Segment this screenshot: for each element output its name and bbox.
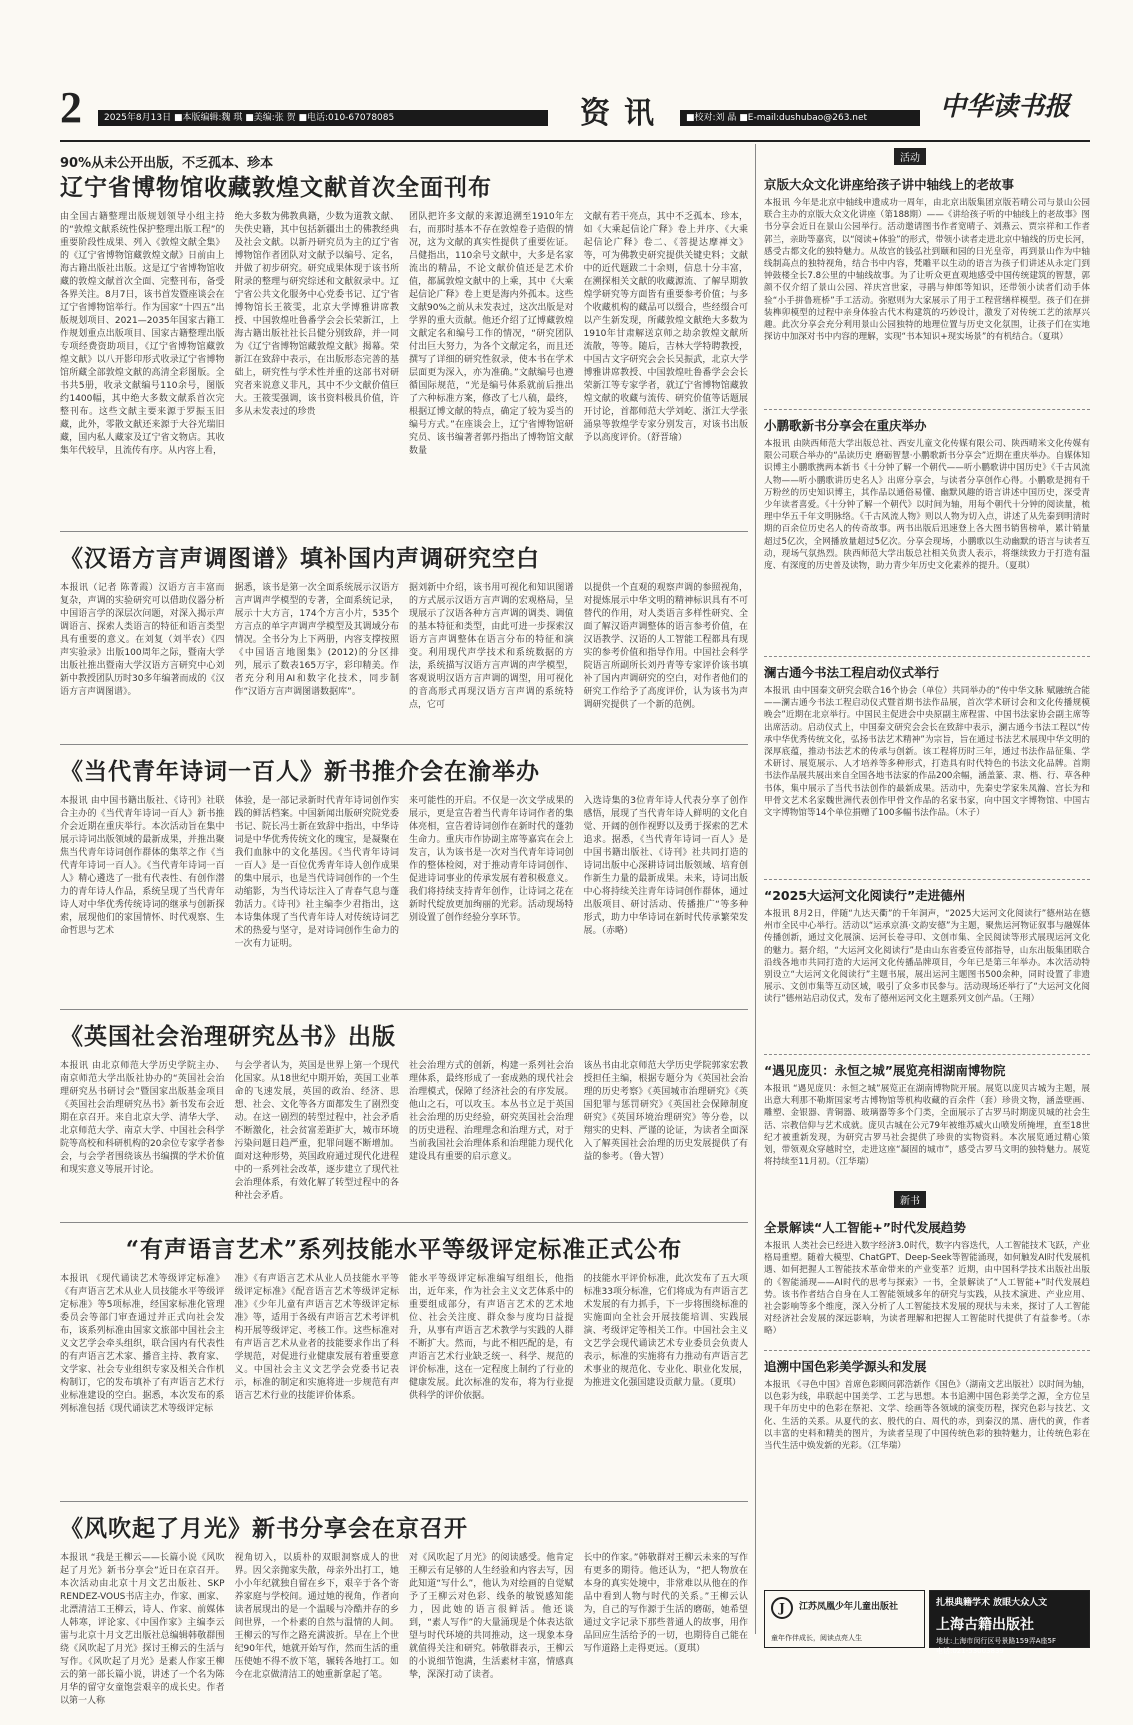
sidebar-headline: 澜古通今书法工程启动仪式举行 [764, 665, 940, 680]
sidebar-item [764, 416, 1090, 650]
divider [764, 879, 1090, 880]
ad-jiangsu-phoenix[interactable] [764, 1590, 925, 1648]
page-number: 2 [60, 83, 82, 132]
sidebar-body: 本报讯 由陕西师范大学出版总社、西安儿童文化传媒有限公司、陕西晴米文化传媒有限公司联合举办的“品读历史 磨砺智慧·小鹏歌新书分享会”近期在重庆举办。自媒体知识博主小鹏歌携两本新书《十分钟了解一个朝代——听小鹏歌讲中国历史》《千古风流人物——听小鹏歌讲历史名人》出席分享会，与读者分享创作心得。小鹏歌是拥有千万粉丝的历史知识博主，其作品以通俗易懂、幽默风趣的语言讲述中国历史，深受青少年读者喜爱。《十分钟了解一个朝代》以时间为轴，用每个朝代十分钟的阅读量，梳理中华五千年文明脉络。《千古风流人物》则以人物为切入点，讲述了从先秦到明清时期的百余位历史名人的传奇故事。两书出版后迅速登上各大图书销售榜单，累计销量超过5亿次，全网播放量超过5亿次。分享会现场，小鹏歌以生动幽默的语言与读者互动，现场气氛热烈。陕西师范大学出版总社相关负责人表示，将继续致力于打造有温度、有深度的历史普及读物，助力青少年历史文化素养的提升。（夏琪） [764, 439, 1090, 572]
article-column: 本报讯 《现代诵读艺术等级评定标准》《有声语言艺术从业人员技能水平等级评定标准》等5项标准，经国家标准化管理委员会等部门审查通过并正式向社会发布，该系列标准由国家文旅部中国社会主义文艺学会牵头组织，联合国内有代表性的有声语言艺术家、播音主持、教育家、文学家、社会专业组织专家及相关合作机构制订，它的发布填补了有声语言艺术行业标准建设的空白。据悉，本次发布的系列标准包括《现代诵读艺术等级评定标 [60, 1274, 225, 1414]
sidebar-item [764, 1218, 1090, 1344]
divider [60, 531, 748, 532]
sidebar-headline: 小鹏歌新书分享会在重庆举办 [764, 418, 927, 433]
article-uk-governance [60, 1014, 748, 1216]
article-column: 社会治理方式的创新，构建一系列社会治理体系，最终形成了一套成熟的现代社会治理模式，保障了经济社会的有序发展。他山之石，可以攻玉。本丛书立足于英国社会治理的历史经验，研究英国社会治理的历史进程、治理理念和治理方式，对于当前我国社会治理体系和治理能力现代化建设具有重要的启示意义。 [409, 1061, 574, 1162]
divider [764, 1350, 1090, 1351]
dateline: 2025年8月13日 ■本版编辑:魏 琪 ■美编:张 贺 ■电话:010-67078085 [98, 110, 548, 126]
article-headline: 《风吹起了月光》新书分享会在京召开 [60, 1515, 468, 1542]
sidebar-body: 本报讯 由中国秦文研究会联合16个协会（单位）共同举办的“传中华文脉 赋融统合能——澜古通今书法工程启动仪式暨首期书法作品展，首次学术研讨会和文化传播规模晚会”近期在北京举行。中国民主促进会中央原副主席程雷、中国书法家协会副主席等出席活动。启动仪式上，中国秦文研究会会长在致辞中表示，澜古通今书法工程以“传承中华优秀传统文化，弘扬书法艺术精神”为宗旨，旨在通过书法艺术展现中华文明的深厚底蕴，推动书法艺术的传承与创新。该工程将历时三年，通过书法作品征集、学术研讨、展览展示、人才培养等多种形式，打造具有时代特色的书法文化品牌。首期书法作品展共展出来自全国各地书法家的作品200余幅，涵盖篆、隶、楷、行、草各种书体，集中展示了当代书法创作的最新成果。活动中，先秦史学家朱凤瀚、宫长为和甲骨文艺术名家魏世洲代表创作甲骨文作品的名家书家，向中国文字博物馆、中国古文字博物馆等14个单位捐赠了100多幅书法作品。（木子） [764, 686, 1090, 819]
article-moonlight-novel [60, 1506, 748, 1725]
divider [764, 656, 1090, 657]
divider [60, 744, 748, 745]
sidebar-body: 本报讯 人类社会已经进入数字经济3.0时代，数字内容迭代，人工智能技术飞跃，产业格局重塑。随着大模型、ChatGPT、Deep-Seek等智能涌现，如何触发AI时代发展机遇、如何把握人工智能技术革命带来的产业变革？近期，由中国科学技术出版社出版的《智能涌现——AI时代的思考与探索》一书，全景解读了“人工智能+”时代发展趋势。该书作者结合自身在人工智能领域多年的研究与实践，从技术演进、产业应用、社会影响等多个维度，深入分析了人工智能技术发展的现状与未来，探讨了人工智能对经济社会发展的深远影响，为读者理解和把握人工智能时代提供了有益参考。（赤略） [764, 1241, 1090, 1337]
masthead [60, 83, 1090, 136]
article-kicker: 90%从未公开出版，不乏孤本、珍本 [60, 156, 274, 171]
sidebar-headline: 全景解读“人工智能+”时代发展趋势 [764, 1220, 966, 1235]
article-column: 据刘新中介绍，该书用可视化和知识图谱的方式展示汉语方言声调的宏观格局，呈现展示了汉语各种方言声调的调类、调值的基本特征和类型，由此可进一步探索汉语方言声调整体在语言分布的特征和演变。利用现代声学技术和系统数据的方法，系统描写汉语方言声调的声学模型，客观说明汉语方言声调的调型，用可视化的音高形式再现汉语方言声调的系统特点，它可 [409, 583, 574, 710]
sidebar-item [764, 886, 1090, 1048]
article-column: 长中的作家。”韩敬群对王柳云未来的写作有更多的期待。他还认为，“把人物放在本身的真实处境中，非常难以从他在的作品中看到人物与时代的关系。”王柳云认为，自己的写作源于生活的磨砺，她希望通过文字记录下那些普通人的故事，用作品回应生活给予的一切，也期待自己能在写作道路上走得更远。（夏琪） [583, 1553, 748, 1654]
ad-address: 地址:上海市闵行区号景路159弄A座5F [936, 1637, 1056, 1645]
editor-line: ■校对:刘 晶 ■E-mail:dushubao@263.net [680, 110, 920, 126]
article-column: 来可能性的开启。不仅是一次文学成果的展示，更是宣告着当代青年诗词作者的集体亮相，宣告着诗词创作在新时代的蓬勃生命力。重庆市作协副主席等嘉宾在会上发言，认为该书是一次对当代青年诗词创作的整体检阅，对于推动青年诗词创作、促进诗词事业的传承发展有着积极意义。我们将持续支持青年创作，让诗词之花在新时代绽放更加绚丽的光彩。活动现场特别设置了创作经验分享环节。 [409, 796, 574, 923]
article-headline: 《当代青年诗词一百人》新书推介会在渝举办 [60, 758, 540, 785]
publisher-logo-icon: J [771, 1597, 793, 1619]
divider [60, 1501, 748, 1502]
sidebar-body: 本报讯 今年是北京中轴线申遗成功一周年，由北京出版集团京版若晴公司与景山公园联合主办的京版大众文化讲座（第188期）——《讲给孩子听的中轴线上的老故事》图书分享会近日在景山公园举行。活动邀请图书作者宽晴子、刘燕云、贾宗祥和工作者郭兰，亲助等嘉宾，以“阅读+体验”的形式，带领小读者走进北京中轴线的历史长河，感受古都文化的独特魅力。从故宫的钱弘社到颐和园的日光皇帝，再到景山作为中轴线制高点的独特视角，结合书中内容，梵雕平以生动的语言为孩子们讲述从永定门到钟鼓楼全长7.8公里的中轴线故事。为了让听众更直观地感受中国传统建筑的智慧，郭颜不仅介绍了景山公园、祥庆宫世家，寻鹃与伸郎等知识，还带领小读者们动手体验“小手拼鲁班桥”手工活动。弥慰则为大家展示了用于工程营缮样模型。孩子们在拼装榫卯模型的过程中亲身体验古代木构建筑的巧妙设计，激发了对传统工艺的浓厚兴趣。此次分享会充分利用景山公园独特的地理位置与历史文化氛围，让孩子们在实地探访中加深对书中内容的理解，实现“书本知识+现实场景”的有机结合。（夏琪） [764, 198, 1090, 343]
sidebar-headline: 京版大众文化讲座给孩子讲中轴线上的老故事 [764, 177, 1015, 192]
article-column: 该丛书由北京师范大学历史学院郭家宏教授担任主编，根据专题分为《英国社会治理的历史考察》《英国城市治理研究》《英国犯罪与惩罚研究》《英国社会保障制度研究》《英国环境治理研究》等分卷，以翔实的史料、严谨的论证，为读者全面深入了解英国社会治理的历史发展提供了有益的参考。（鲁大智） [583, 1061, 748, 1162]
article-headline: 辽宁省博物馆收藏敦煌文献首次全面刊布 [60, 174, 492, 201]
article-column: 能水平等级评定标准编写组组长，他指出，近年来，作为社会主义文艺体系中的重要组成部分，有声语言艺术的艺术地位、社会关注度、群众参与度均日益提升，从事有声语言艺术教学与实践的人群不断扩大。然而，与此不相匹配的是，有声语言艺术行业缺乏统一、科学、规范的评价标准，这在一定程度上制约了行业的健康发展。此次标准的发布，将为行业提供科学的评价依据。 [409, 1274, 574, 1401]
article-column: 本报讯 由北京师范大学历史学院主办、南京师范大学出版社协办的“英国社会治理研究丛书研讨会”暨国家出版基金项目《英国社会治理研究丛书》新书发布会近期在京召开。来自北京大学、清华大学、北京师范大学、南京大学、中国社会科学院等高校和科研机构的20余位专家学者参会，与会学者围绕该丛书编撰的学术价值和现实意义等展开讨论。 [60, 1061, 225, 1175]
divider [764, 409, 1090, 410]
article-column: 文献有若干亮点，其中不乏孤本、珍本，如《大乘起信论广释》卷上并序、《大乘起信论广释》卷二、《菩提达摩禅文》等，可为佛教史研究提供关键史料；文献中的近代题跋二十余则，信息十分丰富，在溯探相关文献的收藏源流、了解早期敦煌学研究等方面皆有重要参考价值；与多个收藏机构的藏品可以缀合，些经缀合可以产生新发现，所藏敦煌文献绝大多数为1910年甘肃解送京师之劫余敦煌文献所流散，等等。随后，吉林大学特聘教授，中国古文字研究会会长吴振武，北京大学博雅讲席教授、中国敦煌吐鲁番学会会长荣新江等专家学者，就辽宁省博物馆藏敦煌文献的收藏与流传、研究价值等话题展开讨论，首都师范大学刘屹、浙江大学张涌泉等敦煌学专家分别发言，对该书出版予以高度评价。（舒晋瑜） [583, 212, 748, 443]
sidebar-body: 本报讯 “遇见庞贝：永恒之城”展览正在湖南博物院开展。展览以庞贝古城为主题，展出意大利那不勒斯国家考古博物馆等机构收藏的百余件（套）珍贵文物，涵盖壁画、雕塑、金银器、青铜器、玻璃器等多个门类，全面展示了古罗马时期庞贝城的社会生活、宗教信仰与艺术成就。庞贝古城在公元79年被维苏威火山喷发所掩埋，直至18世纪才被重新发现，为研究古罗马社会提供了珍贵的实物资料。本次展览通过精心策划，带领观众穿越时空，走进这座“凝固的城市”，感受古罗马文明的独特魅力。展览将持续至11月初。（江华瑞） [764, 1084, 1090, 1168]
article-column: 本报讯 由中国书籍出版社、《诗刊》社联合主办的《当代青年诗词一百人》新书推介会近期在重庆举行。本次活动旨在集中展示诗词出版领域的最新成果，并推出聚焦当代青年诗词创作群体的集萃之作《当代青年诗词一百人》。《当代青年诗词一百人》精心遴选了一批有代表性、有创作潜力的青年诗人作品，系统呈现了当代青年诗人对中华优秀传统诗词的继承与创新探索，展现他们的家国情怀、时代观察、生命哲思与艺术 [60, 796, 225, 936]
column-divider [755, 144, 756, 1634]
ad-slogan: 童年作伴成长，阅读点亮人生 [771, 1634, 862, 1642]
sidebar-headline: “2025大运河文化阅读行”走进德州 [764, 888, 966, 903]
article-column: 据悉，该书是第一次全面系统展示汉语方言声调声学模型的专著，全面系统记录，展示十大方言，174个方言小片，535个方言点的单字声调声学模型及其调域分布情况。全书分为上下两册，内容支撑按照《中国语言地图集》(2012)的分区排列，展示了数表165万字，彩印精美。作者充分利用AI和数字化技术，同步制作“汉语方言声调图谱数据库”。 [234, 583, 399, 697]
article-headline: “有声语言艺术”系列技能水平等级评定标准正式公布 [125, 1236, 683, 1263]
main-column [60, 144, 748, 1725]
article-youth-poetry [60, 749, 748, 1003]
ad-phone: 电话:021-53003839 [936, 1647, 1004, 1655]
divider [60, 1009, 748, 1010]
article-column: 准》《有声语言艺术从业人员技能水平等级评定标准》《配音语言艺术等级评定标准》《少年儿童有声语言艺术等级评定标准》等，适用于各级有声语言艺术考评机构开展等级评定、考核工作。这些标准对有声语言艺术从业者的技能要求作出了科学规范，对促进行业健康发展有着重要意义。中国社会主义文艺学会党委书记表示，标准的制定和实施将进一步规范有声语言艺术行业的技能评价体系。 [234, 1274, 399, 1401]
article-column: 的技能水平评价标准，此次发布了五大项标准33项分标准，它们将成为有声语言艺术发展的有力抓手，下一步将围绕标准的实施面向全社会开展技能培训、实践展演、考级评定等相关工作。中国社会主义文艺学会现代诵读艺术专业委员会负责人表示，标准的实施将有力推动有声语言艺术事业的规范化、专业化、职业化发展，为推进文化强国建设贡献力量。（夏琪） [583, 1274, 748, 1388]
article-headline: 《汉语方言声调图谱》填补国内声调研究空白 [60, 545, 540, 572]
article-dialect-tones [60, 536, 748, 738]
article-column: 入选诗集的3位青年诗人代表分享了创作感悟，展现了当代青年诗人鲜明的文化自觉、开阔的创作视野以及勇于探索的艺术追求。据悉，《当代青年诗词一百人》是中国书籍出版社、《诗刊》社共同打造的诗词出版中心深耕诗词出版领域、培育创作新生力量的最新成果。未来，诗词出版中心将持续关注青年诗词创作群体，通过出版项目、研讨活动、传播推广“等多种形式，助力中华诗词在新时代传承繁荣发展。（赤略） [583, 796, 748, 936]
advertisements [764, 1590, 1090, 1655]
article-column: 视角切入，以质朴的双眼洞察成人的世界。因父亲抛家失散，母亲外出打工，她小小年纪就独自留在乡下，艰辛于各个寄养家庭与学校间。通过她的视角，作者向读者展现出的是一个温暖与冷酷并存的乡间世界，一个朴素的自然与温情的人间。王柳云的写作之路充满波折。早在上个世纪90年代，她就开始写作，然而生活的重压使她不得不放下笔，辗转各地打工。如今在北京做清洁工的她重新拿起了笔。 [234, 1553, 399, 1680]
ad-publisher: 江苏凤凰少年儿童出版社 [799, 1602, 899, 1612]
article-column: 本报讯 “我是王柳云——长篇小说《风吹起了月光》新书分享会”近日在京召开。本次活动由北京十月文艺出版社、SKP RENDEZ-VOUS书店主办，作家、画家、北漂清洁工王柳云，诗人、作家、前媒体人韩寒，评论家、《中国作家》主编李云雷与北京十月文艺出版社总编辑韩敬群围绕《风吹起了月光》探讨王柳云的生活与写作。《风吹起了月光》是素人作家王柳云的第一部长篇小说，讲述了一个名为陈月华的留守女童饱尝艰辛的成长史。作者以第一人称 [60, 1553, 225, 1706]
sidebar [764, 144, 1090, 1461]
sidebar-body: 本报讯 8月2日，伴随“九达天衢”的千年洞声，“2025大运河文化阅读行”德州站在德州市全民中心举行。活动以“运承京滇·文韵安德”为主题，聚焦运河物证叙事与融媒体传播创新，通过文化展演、运河长卷寻印、文创市集、全民阅读等形式展现运河文化的魅力。据介绍，“大运河文化阅读行”是由山东省委宣传部指导，山东出版集团联合沿线各地市共同打造的大运河文化传播品牌项目，今年已是第三年举办。本次活动特别设立“大运河文化阅读行”主题书展，展出运河主题图书500余种，同时设置了非遗展示、文创市集等互动区域，吸引了众多市民参与。活动现场还举行了“大运河文化阅读行”德州站启动仪式，发布了德州运河文化主题系列文创产品。（王翔） [764, 909, 1090, 1005]
section-tag-activity: 活动 [894, 148, 926, 165]
sidebar-body: 本报讯 《寻色中国》首席色彩顾问郭浩新作《国色》（湖南文艺出版社）以时间为轴，以色彩为线，串联起中国美学、工艺与思想。本书追溯中国色彩美学之源，全方位呈现千年历史中的色彩在祭祀、文学、绘画等各领域的演变历程，探究色彩与技艺、文化、生活的关系。从夏代的玄、殷代的白、周代的赤，到秦汉的黑、唐代的黄，作者以丰富的史料和精美的图片，为读者呈现了中国传统色彩的独特魅力，让传统色彩在当代生活中焕发新的光彩。（江华瑞） [764, 1380, 1090, 1452]
sidebar-item [764, 663, 1090, 873]
sidebar-item [764, 175, 1090, 403]
article-column: 与会学者认为，英国是世界上第一个现代化国家。从18世纪中期开始，英国工业革命的飞速发展，英国的政治、经济、思想、社会、文化等各方面都发生了剧烈变动。在这一剧烈的转型过程中，社会矛盾不断激化，社会贫富差距扩大，城市环境污染问题日趋严重，犯罪问题不断增加。面对这种形势，英国政府通过现代化进程中的一系列社会改革，逐步建立了现代社会治理体系，有效化解了转型过程中的各种社会矛盾。 [234, 1061, 399, 1201]
ad-shanghai-classics[interactable] [929, 1590, 1090, 1655]
divider [60, 1222, 748, 1223]
header-rule [60, 140, 1090, 142]
article-column: 对《风吹起了月光》的阅读感受。他肯定王柳云有足够的人生经验和内容去写，因此知道“写什么”，他认为对绘画的自觉赋予了王柳云对色彩、线条的敏锐感知能力，因此她的语言很鲜活。他还谈到，“素人写作”的大量涌现是个体表达欲望与时代环境的共同推动，这一现象本身就值得关注和研究。韩敬群表示，王柳云的小说细节饱满，生活素材丰富，情感真挚，深深打动了读者。 [409, 1553, 574, 1680]
section-tag-books: 新书 [894, 1191, 926, 1208]
sidebar-item [764, 1357, 1090, 1461]
article-column: 绝大多数为佛教典籍，少数为道教文献、失佚史籍，其中包括新疆出土的佛教经典及社会文献。以新丹研究员为主的辽宁省博物馆作者团队对文献予以编号、定名，并做了初步研究。研究成果体现于该书所附录的整理与研究综述和文献叙录中。辽宁省公共文化服务中心党委书记、辽宁省博物馆长王筱雯，北京大学博雅讲席教授、中国敦煌吐鲁番学会会长荣新江，上海古籍出版社社长吕健分别致辞，并一同为《辽宁省博物馆藏敦煌文献》揭幕。荣新江在致辞中表示，在出版形态完善的基础上，研究性与学术性并重的这部书对研究者来说意义非凡，其中不少文献价值巨大。王筱雯强调，该书资料极具价值，许多从未发表过的珍贵 [234, 212, 399, 417]
article-voice-art-standards [60, 1227, 748, 1495]
article-column: 团队把许多文献的来源追溯至1910年左右，而那时基本不存在敦煌卷子造假的情况，这为文献的真实性提供了重要佐证。吕健指出，110余号文献中，大多是名家流出的精品，不论文献价值还是艺术价值，都属敦煌文献中的上乘，其中《大乘起信论广释》卷上更是海内外孤本。这些文献90%之前从未发表过，这次出版是对学界的重大贡献。他还介绍了辽博藏敦煌文献定名和编号工作的情况，“研究团队付出巨大努力，为各个文献定名，而且还撰写了详细的研究性叙录，使本书在学术层面更为深入，亦为准确。”文献编号也遵循国际规范，“光是编号体系就前后推出了六种标准方案，修改了七八稿，最终，根据辽博文献的特点，确定了较为妥当的编号方式。”在座谈会上，辽宁省博物馆研究员、该书编著者郭丹指出了博物馆文献数量 [409, 212, 574, 456]
sidebar-item [764, 1061, 1090, 1187]
article-column: 由全国古籍整理出版规划领导小组主持的“敦煌文献系统性保护整理出版工程”的重要阶段性成果、列入《敦煌文献全集》的《辽宁省博物馆藏敦煌文献》日前由上海古籍出版社出版。这是辽宁省博物馆收藏的敦煌文献首次全面、完整刊布，备受各界关注。8月7日，该书首发暨座谈会在辽宁省博物馆举行。作为国家“十四五”出版规划项目、2021—2035年国家古籍工作规划重点出版项目、国家古籍整理出版专项经费资助项目，《辽宁省博物馆藏敦煌文献》以八开影印形式收录辽宁省博物馆所藏全部敦煌文献的高清全彩图版。全书共5册，收录文献编号110余号，图版约1400幅，其中绝大多数文献系首次完整刊布。这些文献主要来源于罗振玉旧藏，此外，零散文献还来源于大谷光瑞旧藏，国内私人藏家及辽宁省文物店。其收集年代较早，且流传有序。从内容上看， [60, 212, 225, 456]
ad-publisher: 上海古籍出版社 [936, 1617, 1034, 1633]
article-dunhuang [60, 144, 748, 525]
article-headline: 《英国社会治理研究丛书》出版 [60, 1023, 396, 1050]
sidebar-headline: 追溯中国色彩美学源头和发展 [764, 1359, 927, 1374]
divider [764, 1054, 1090, 1055]
newspaper-logo: 中华读书报 [940, 92, 1071, 122]
article-column: 以提供一个直观的观察声调的参照视角，对提炼展示中华文明的精神标识具有不可替代的作用，对人类语言多样性研究、全面了解汉语声调整体的语言参考价值，在汉语教学、汉语的人工智能工程都具有现实的参考价值和指导作用。中国社会科学院语言所副所长刘丹青等专家评价该书填补了国内声调研究的空白，对作者他们的研究工作给予了高度评价，认为该书为声调研究提供了一个新的范例。 [583, 583, 748, 710]
article-column: 体验，是一部记录新时代青年诗词创作实践的鲜活档案。中国新闻出版研究院党委书记、院长冯士新在致辞中指出，中华诗词是中华优秀传统文化的瑰宝，是凝聚在我们血脉中的文化基因。《当代青年诗词一百人》是一百位优秀青年诗人创作成果的集中展示，也是当代诗词创作的一个生动缩影，为当代诗坛注入了青春气息与蓬勃活力。《诗刊》社主编李少君指出，这本诗集体现了当代青年诗人对传统诗词艺术的热爱与坚守，是对诗词创作生命力的一次有力证明。 [234, 796, 399, 949]
section-title: 资讯 [580, 96, 668, 131]
article-column: 本报讯（记者 陈菁霞）汉语方言丰富而复杂，声调的实验研究可以借助仪器分析中国语言学的深层次问题，对深入揭示声调语言、探索人类语言的特征和语言类型具有重要的意义。在刘复（刘半农）《四声实验录》出版100周年之际，暨南大学出版社推出暨南大学汉语方言研究中心刘新中教授团队历时30多年编著而成的《汉语方言声调图谱》。 [60, 583, 225, 697]
sidebar-headline: “遇见庞贝：永恒之城”展览亮相湖南博物院 [764, 1063, 1006, 1078]
ad-title: 扎根典籍学术 放眼大众人文 [936, 1598, 1048, 1608]
